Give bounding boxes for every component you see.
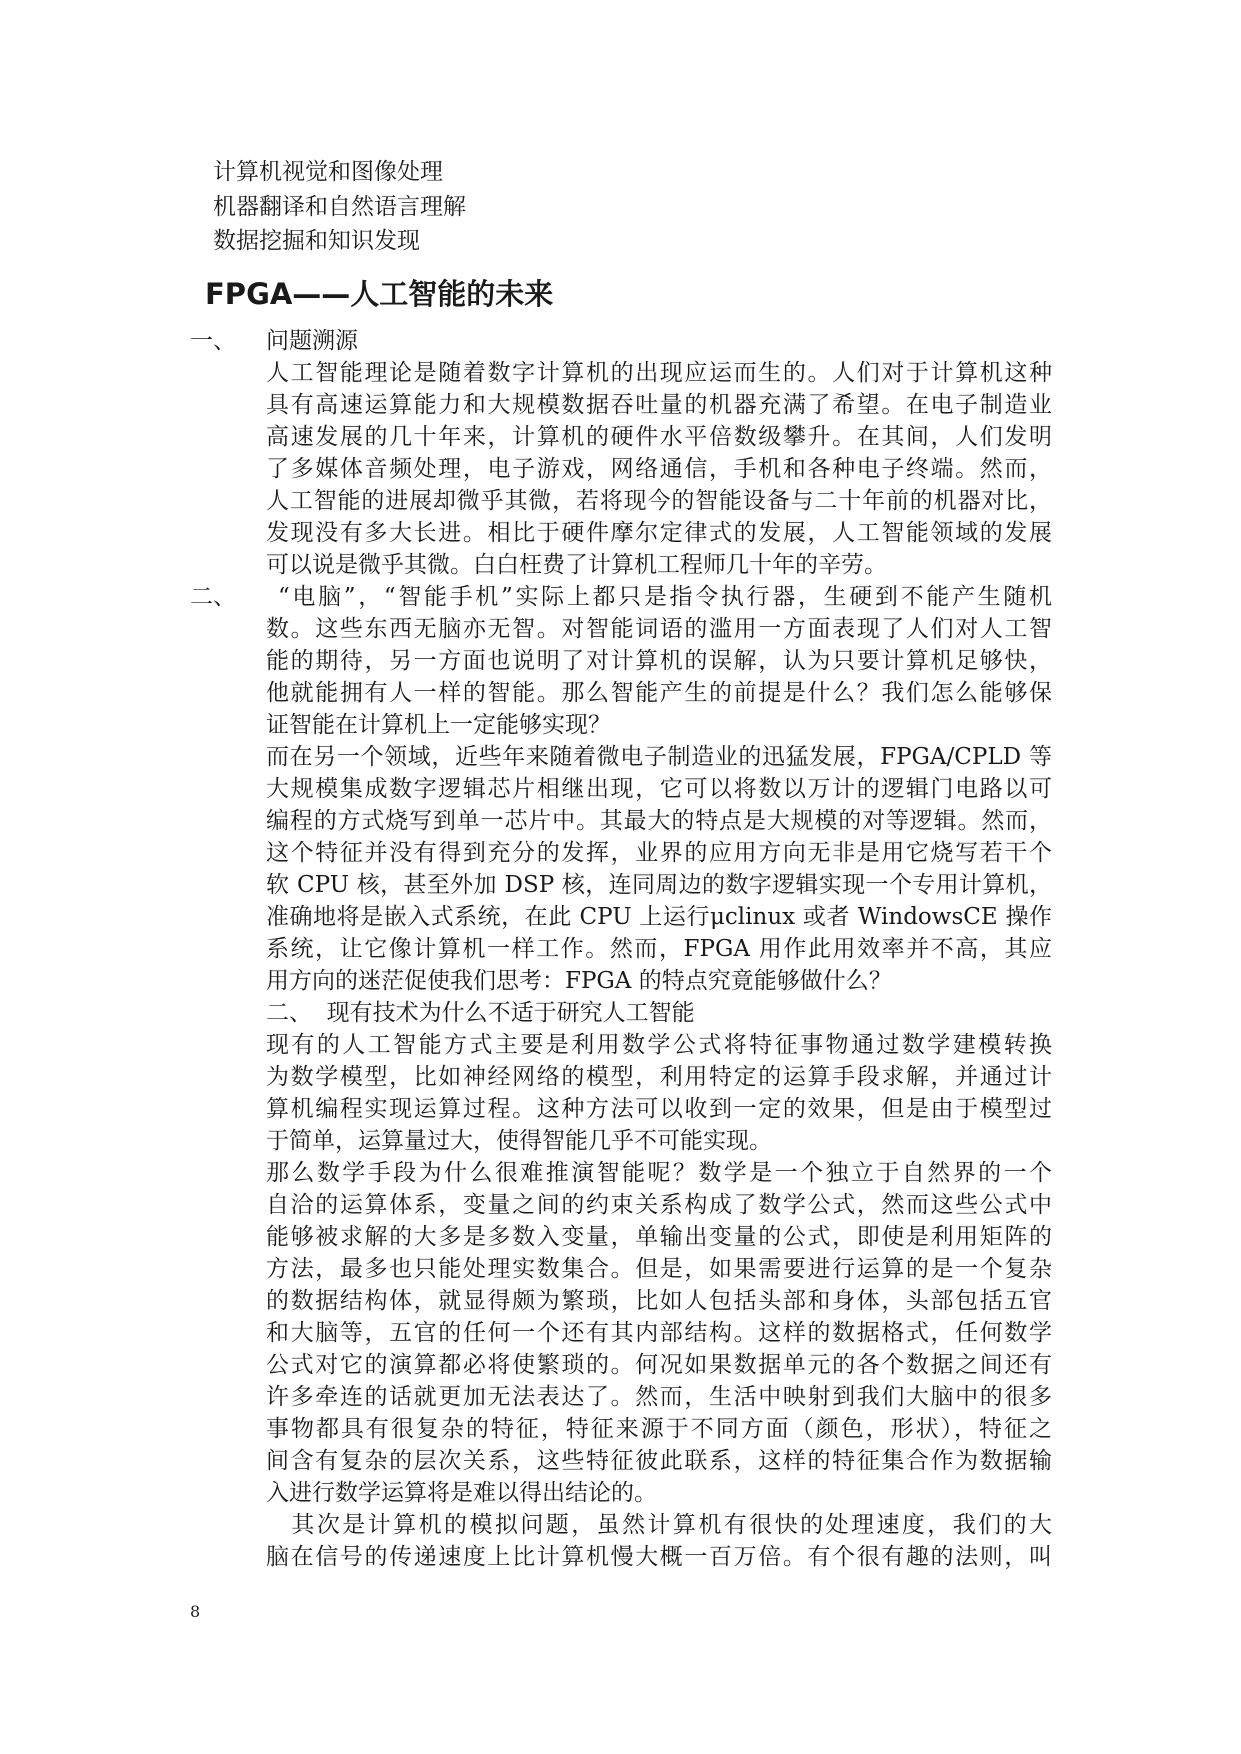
text-line: 间含有复杂的层次关系，这些特征彼此联系，这样的特征集合作为数据输 <box>266 1448 1052 1474</box>
text-line: 公式对它的演算都必将使繁琐的。何况如果数据单元的各个数据之间还有 <box>266 1352 1052 1378</box>
text-line: 可以说是微乎其微。白白枉费了计算机工程师几十年的辛劳。 <box>266 552 887 578</box>
text-line: 准确地将是嵌入式系统，在此 CPU 上运行μclinux 或者 WindowsCE 操作 <box>266 904 1052 930</box>
text-line: 算机编程实现运算过程。这种方法可以收到一定的效果，但是由于模型过 <box>266 1096 1052 1122</box>
text-line: 自洽的运算体系，变量之间的约束关系构成了数学公式，然而这些公式中 <box>266 1192 1052 1218</box>
text-line: 其次是计算机的模拟问题，虽然计算机有很快的处理速度，我们的大 <box>266 1512 1052 1538</box>
text-line: 了多媒体音频处理，电子游戏，网络通信，手机和各种电子终端。然而， <box>266 456 1052 482</box>
text-line: 脑在信号的传递速度上比计算机慢大概一百万倍。有个很有趣的法则，叫 <box>266 1544 1052 1570</box>
list-item-computer-vision: 计算机视觉和图像处理 <box>213 159 443 185</box>
list-item-machine-translation: 机器翻译和自然语言理解 <box>213 194 466 220</box>
section-heading-problem-origin: 问题溯源 <box>266 328 358 354</box>
text-line: 能的期待，另一方面也说明了对计算机的误解，认为只要计算机足够快， <box>266 648 1052 674</box>
text-line: 于简单，运算量过大，使得智能几乎不可能实现。 <box>266 1128 772 1154</box>
text-line: 和大脑等，五官的任何一个还有其内部结构。这样的数据格式，任何数学 <box>266 1320 1052 1346</box>
text-line: 能够被求解的大多是多数入变量，单输出变量的公式，即使是利用矩阵的 <box>266 1224 1052 1250</box>
text-line: 现有的人工智能方式主要是利用数学公式将特征事物通过数学建模转换 <box>266 1032 1052 1058</box>
text-line: 证智能在计算机上一定能够实现？ <box>266 712 611 738</box>
text-line: 许多牵连的话就更加无法表达了。然而，生活中映射到我们大脑中的很多 <box>266 1384 1052 1410</box>
section-marker-two: 二、 <box>190 584 236 610</box>
text-line: 编程的方式烧写到单一芯片中。其最大的特点是大规模的对等逻辑。然而， <box>266 808 1052 834</box>
text-line: “电脑”，“智能手机”实际上都只是指令执行器，生硬到不能产生随机 <box>278 584 1052 610</box>
section-marker-one: 一、 <box>190 328 236 354</box>
text-line: 具有高速运算能力和大规模数据吞吐量的机器充满了希望。在电子制造业 <box>266 392 1052 418</box>
text-line: 系统，让它像计算机一样工作。然而，FPGA 用作此用效率并不高，其应 <box>266 936 1052 962</box>
text-line: 事物都具有很复杂的特征，特征来源于不同方面（颜色，形状），特征之 <box>266 1416 1052 1442</box>
list-item-data-mining: 数据挖掘和知识发现 <box>213 228 420 254</box>
text-line: 高速发展的几十年来，计算机的硬件水平倍数级攀升。在其间，人们发明 <box>266 424 1052 450</box>
text-line: 数。这些东西无脑亦无智。对智能词语的滥用一方面表现了人们对人工智 <box>266 616 1052 642</box>
text-line: 人工智能的进展却微乎其微，若将现今的智能设备与二十年前的机器对比， <box>266 488 1052 514</box>
page-title: FPGA——人工智能的未来 <box>205 277 554 311</box>
text-line: 而在另一个领域，近些年来随着微电子制造业的迅猛发展，FPGA/CPLD 等 <box>266 744 1052 770</box>
page-number: 8 <box>190 1602 201 1621</box>
text-line: 人工智能理论是随着数字计算机的出现应运而生的。人们对于计算机这种 <box>266 360 1052 386</box>
text-line: 的数据结构体，就显得颇为繁琐，比如人包括头部和身体，头部包括五官 <box>266 1288 1052 1314</box>
text-line: 那么数学手段为什么很难推演智能呢？数学是一个独立于自然界的一个 <box>266 1160 1052 1186</box>
text-line: 入进行数学运算将是难以得出结论的。 <box>266 1480 657 1506</box>
text-line: 为数学模型，比如神经网络的模型，利用特定的运算手段求解，并通过计 <box>266 1064 1052 1090</box>
text-line: 用方向的迷茫促使我们思考：FPGA 的特点究竟能够做什么？ <box>266 968 892 994</box>
text-line: 软 CPU 核，甚至外加 DSP 核，连同周边的数字逻辑实现一个专用计算机， <box>266 872 1052 898</box>
text-line: 这个特征并没有得到充分的发挥，业界的应用方向无非是用它烧写若干个 <box>266 840 1052 866</box>
text-line: 他就能拥有人一样的智能。那么智能产生的前提是什么？我们怎么能够保 <box>266 680 1052 706</box>
text-line: 发现没有多大长进。相比于硬件摩尔定律式的发展，人工智能领域的发展 <box>266 520 1052 546</box>
text-line: 大规模集成数字逻辑芯片相继出现，它可以将数以万计的逻辑门电路以可 <box>266 776 1052 802</box>
section-heading-current-tech: 二、 现有技术为什么不适于研究人工智能 <box>266 1000 695 1026</box>
text-line: 方法，最多也只能处理实数集合。但是，如果需要进行运算的是一个复杂 <box>266 1256 1052 1282</box>
